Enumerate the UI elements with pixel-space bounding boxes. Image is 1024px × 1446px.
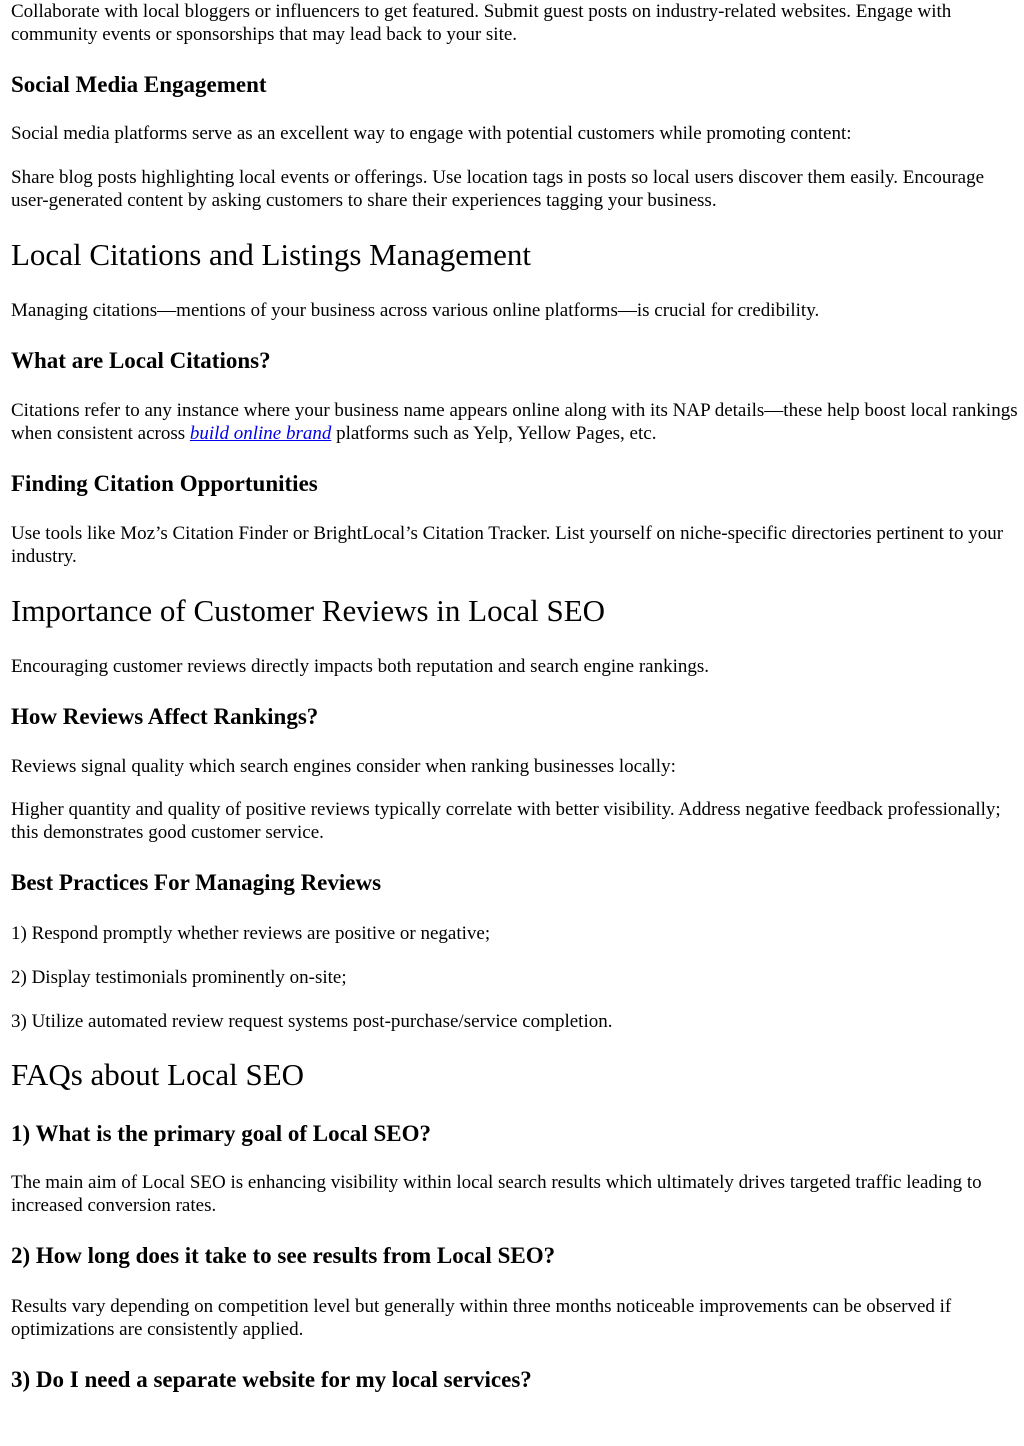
faq-answer-2: Results vary depending on competition level but generally within three months noticeable improvements can be observed if optimizations are consistently applied. [11, 1296, 952, 1340]
reviews-affect-paragraph-1: Reviews signal quality which search engines consider when ranking businesses locally: [11, 756, 676, 777]
build-online-brand-link[interactable]: build online brand [189, 423, 332, 444]
citations-intro-paragraph: Managing citations—mentions of your business across various online platforms—is crucial for credibility. [11, 300, 820, 321]
social-media-heading: Social Media Engagement [11, 72, 267, 97]
faq-question-2: 2) How long does it take to see results from Local SEO? [11, 1243, 556, 1268]
reviews-affect-paragraph-2: Higher quantity and quality of positive reviews typically correlate with better visibility. Address negative feedback professionally; this demonstrates good customer service. [11, 799, 1001, 843]
reviews-affect-heading: How Reviews Affect Rankings? [11, 704, 319, 729]
best-practices-heading: Best Practices For Managing Reviews [11, 870, 382, 895]
faq-answer-1: The main aim of Local SEO is enhancing visibility within local search results which ultimately drives targeted traffic leading to increased conversion rates. [11, 1172, 982, 1216]
what-are-citations-paragraph [11, 399, 1019, 445]
best-practice-item-1: 1) Respond promptly whether reviews are positive or negative; [11, 923, 491, 944]
best-practice-item-3: 3) Utilize automated review request systems post-purchase/service completion. [11, 1011, 613, 1032]
intro-paragraph: Collaborate with local bloggers or influencers to get featured. Submit guest posts on industry-related websites. Engage with community events or sponsorships that may lead back to your site. [11, 1, 952, 45]
citations-heading: Local Citations and Listings Management [11, 237, 532, 272]
social-media-paragraph-1: Social media platforms serve as an excellent way to engage with potential customers while promoting content: [11, 123, 852, 144]
best-practice-item-2: 2) Display testimonials prominently on-site; [11, 967, 347, 988]
faq-question-3: 3) Do I need a separate website for my local services? [11, 1367, 532, 1392]
citations-text-before-link: Citations refer to any instance where your business name appears online along with its NAP details—these help boost local rankings when consistent across [11, 400, 1018, 444]
social-media-paragraph-2: Share blog posts highlighting local events or offerings. Use location tags in posts so local users discover them easily. Encourage user-generated content by asking customers to share their experiences tagging your business. [11, 167, 985, 211]
reviews-intro-paragraph: Encouraging customer reviews directly impacts both reputation and search engine rankings. [11, 656, 710, 677]
finding-citations-paragraph: Use tools like Moz’s Citation Finder or BrightLocal’s Citation Tracker. List yourself on niche-specific directories pertinent to your industry. [11, 523, 1004, 567]
finding-citations-heading: Finding Citation Opportunities [11, 471, 318, 496]
citations-text-after-link: platforms such as Yelp, Yellow Pages, etc. [331, 423, 657, 444]
what-are-citations-heading: What are Local Citations? [11, 348, 271, 373]
reviews-heading: Importance of Customer Reviews in Local SEO [11, 593, 606, 628]
faq-heading: FAQs about Local SEO [11, 1057, 305, 1092]
faq-question-1: 1) What is the primary goal of Local SEO? [11, 1121, 431, 1146]
